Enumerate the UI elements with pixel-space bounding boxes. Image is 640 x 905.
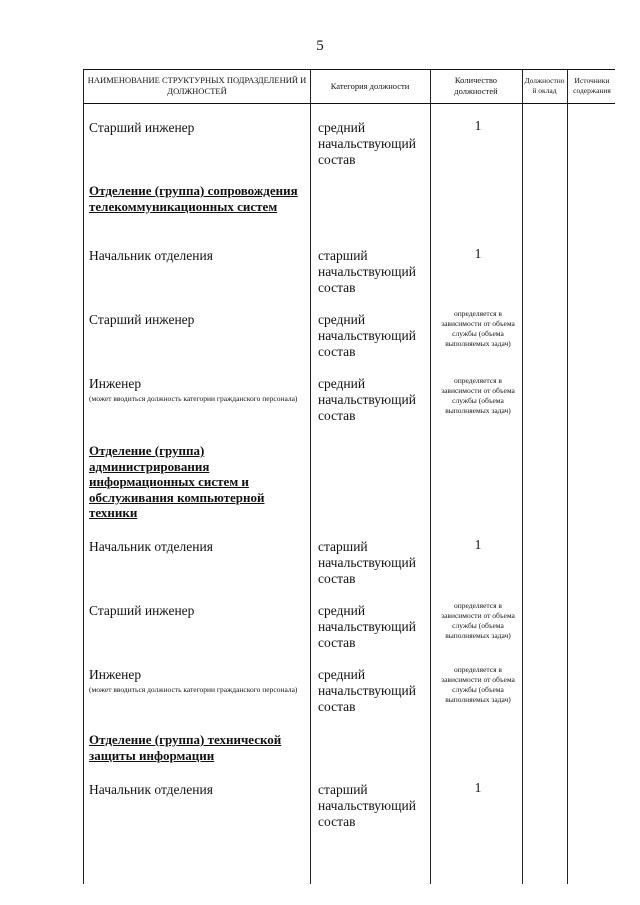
column-divider bbox=[522, 69, 523, 884]
section-title: Отделение (группа) технической защиты информации bbox=[89, 732, 282, 763]
position-name: Старший инженер bbox=[89, 120, 195, 135]
header-sources: Источники содержания bbox=[573, 76, 611, 95]
position-name bbox=[89, 667, 304, 695]
position-category: средний начальствующий состав bbox=[318, 376, 416, 423]
column-divider bbox=[310, 69, 311, 884]
position-category: средний начальствующий состав bbox=[318, 312, 416, 359]
position-label: Инженер bbox=[89, 376, 142, 391]
position-footnote: (может вводиться должность категории гражданского персонала) bbox=[89, 685, 298, 694]
quantity-note: определяется в зависимости от объема службы (объема выполняемых задач) bbox=[441, 601, 515, 640]
column-divider bbox=[567, 69, 568, 884]
section-title: Отделение (группа) администрирования информационных систем и обслуживания компьютерной техники bbox=[89, 443, 265, 520]
position-category: старший начальствующий состав bbox=[318, 539, 416, 586]
position-category: старший начальствующий состав bbox=[318, 248, 416, 295]
position-category: средний начальствующий состав bbox=[318, 120, 416, 167]
position-name: Начальник отделения bbox=[89, 782, 213, 797]
header-name: НАИМЕНОВАНИЕ СТРУКТУРНЫХ ПОДРАЗДЕЛЕНИЙ И ДОЛЖНОСТЕЙ bbox=[87, 75, 307, 96]
header-category: Категория должности bbox=[330, 80, 410, 91]
quantity-note: определяется в зависимости от объема службы (объема выполняемых задач) bbox=[441, 309, 515, 348]
header-quantity: Количество должностей bbox=[454, 75, 498, 96]
position-name bbox=[89, 376, 304, 404]
position-category: средний начальствующий состав bbox=[318, 603, 416, 650]
quantity-note: определяется в зависимости от объема службы (объема выполняемых задач) bbox=[441, 376, 515, 415]
position-name: Старший инженер bbox=[89, 312, 195, 327]
position-quantity: 1 bbox=[474, 537, 482, 552]
position-category: старший начальствующий состав bbox=[318, 782, 416, 829]
quantity-note: определяется в зависимости от объема службы (объема выполняемых задач) bbox=[441, 665, 515, 704]
position-name: Начальник отделения bbox=[89, 539, 213, 554]
position-name: Старший инженер bbox=[89, 603, 195, 618]
column-divider bbox=[83, 69, 84, 884]
column-divider bbox=[430, 69, 431, 884]
section-title: Отделение (группа) сопровождения телекоммуникационных систем bbox=[89, 183, 298, 214]
position-footnote: (может вводиться должность категории гражданского персонала) bbox=[89, 394, 298, 403]
position-label: Инженер bbox=[89, 667, 142, 682]
header-salary: Должностной оклад bbox=[524, 76, 565, 95]
position-category: средний начальствующий состав bbox=[318, 667, 416, 714]
position-quantity: 1 bbox=[474, 118, 482, 133]
page-number: 5 bbox=[316, 38, 324, 54]
header-bottom-border bbox=[83, 103, 615, 104]
position-name: Начальник отделения bbox=[89, 248, 213, 263]
position-quantity: 1 bbox=[474, 780, 482, 795]
position-quantity: 1 bbox=[474, 246, 482, 261]
staff-table bbox=[83, 69, 615, 886]
